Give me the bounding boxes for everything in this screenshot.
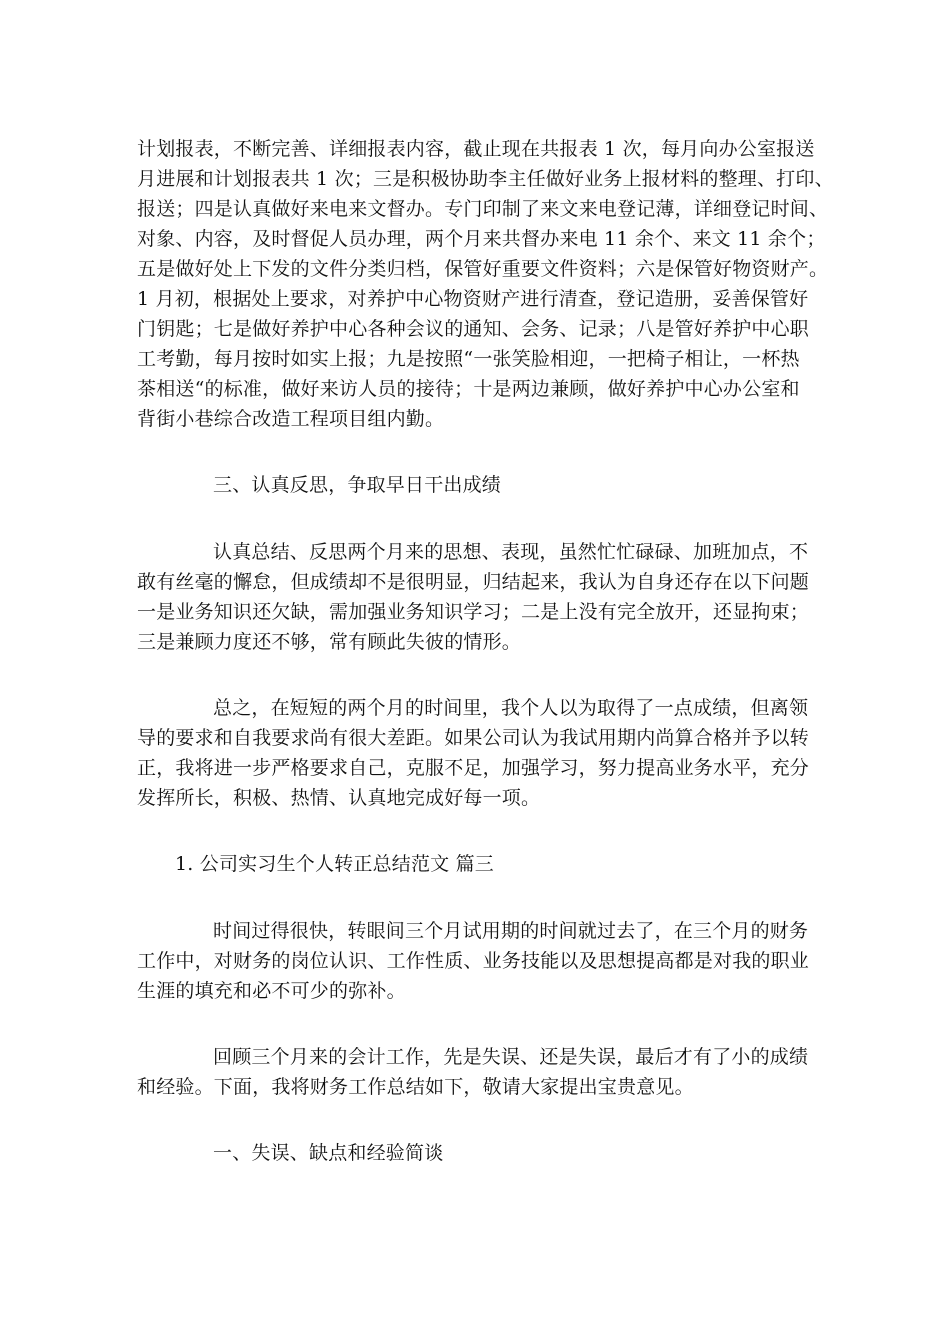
paragraph-line: 计划报表，不断完善、详细报表内容，截止现在共报表 1 次，每月向办公室报送	[137, 138, 815, 160]
paragraph-line: 回顾三个月来的会计工作，先是失误、还是失误，最后才有了小的成绩	[213, 1046, 809, 1068]
section-heading: 三、认真反思，争取早日干出成绩	[213, 474, 502, 496]
paragraph-line: 一是业务知识还欠缺，需加强业务知识学习；二是上没有完全放开，还显拘束；	[137, 601, 810, 623]
paragraph-line: 茶相送“的标准，做好来访人员的接待；十是两边兼顾，做好养护中心办公室和	[137, 378, 800, 400]
paragraph-line: 1 月初，根据处上要求，对养护中心物资财产进行清查，登记造册，妥善保管好	[137, 288, 809, 310]
section-heading: 一、失误、缺点和经验简谈	[213, 1142, 444, 1164]
paragraph-line: 时间过得很快，转眼间三个月试用期的时间就过去了，在三个月的财务	[213, 920, 809, 942]
paragraph-line: 工考勤，每月按时如实上报；九是按照“一张笑脸相迎，一把椅子相让，一杯热	[137, 348, 800, 370]
paragraph-line: 月进展和计划报表共 1 次；三是积极协助李主任做好业务上报材料的整理、打印、	[137, 168, 834, 190]
paragraph-line: 生涯的填充和必不可少的弥补。	[137, 980, 406, 1002]
paragraph-line: 三是兼顾力度还不够，常有顾此失彼的情形。	[137, 631, 522, 653]
paragraph-line: 认真总结、反思两个月来的思想、表现，虽然忙忙碌碌、加班加点，不	[213, 541, 809, 563]
paragraph-line: 对象、内容，及时督促人员办理，两个月来共督办来电 11 余个、来文 11 余个；	[137, 228, 826, 250]
paragraph-line: 正，我将进一步严格要求自己，克服不足，加强学习，努力提高业务水平，充分	[137, 757, 810, 779]
paragraph-line: 工作中，对财务的岗位认识、工作性质、业务技能以及思想提高都是对我的职业	[137, 950, 810, 972]
section-title: 1. 公司实习生个人转正总结范文 篇三	[175, 853, 495, 875]
paragraph-line: 背街小巷综合改造工程项目组内勤。	[137, 408, 445, 430]
paragraph-line: 敢有丝毫的懈怠，但成绩却不是很明显，归结起来，我认为自身还存在以下问题	[137, 571, 810, 593]
paragraph-line: 报送；四是认真做好来电来文督办。专门印制了来文来电登记薄，详细登记时间、	[137, 198, 829, 220]
paragraph-line: 五是做好处上下发的文件分类归档，保管好重要文件资料；六是保管好物资财产。	[137, 258, 829, 280]
paragraph-line: 发挥所长，积极、热情、认真地完成好每一项。	[137, 787, 541, 809]
paragraph-line: 导的要求和自我要求尚有很大差距。如果公司认为我试用期内尚算合格并予以转	[137, 727, 810, 749]
paragraph-line: 和经验。下面，我将财务工作总结如下，敬请大家提出宝贵意见。	[137, 1076, 694, 1098]
paragraph-line: 总之，在短短的两个月的时间里，我个人以为取得了一点成绩，但离领	[213, 697, 809, 719]
paragraph-line: 门钥匙；七是做好养护中心各种会议的通知、会务、记录；八是管好养护中心职	[137, 318, 810, 340]
